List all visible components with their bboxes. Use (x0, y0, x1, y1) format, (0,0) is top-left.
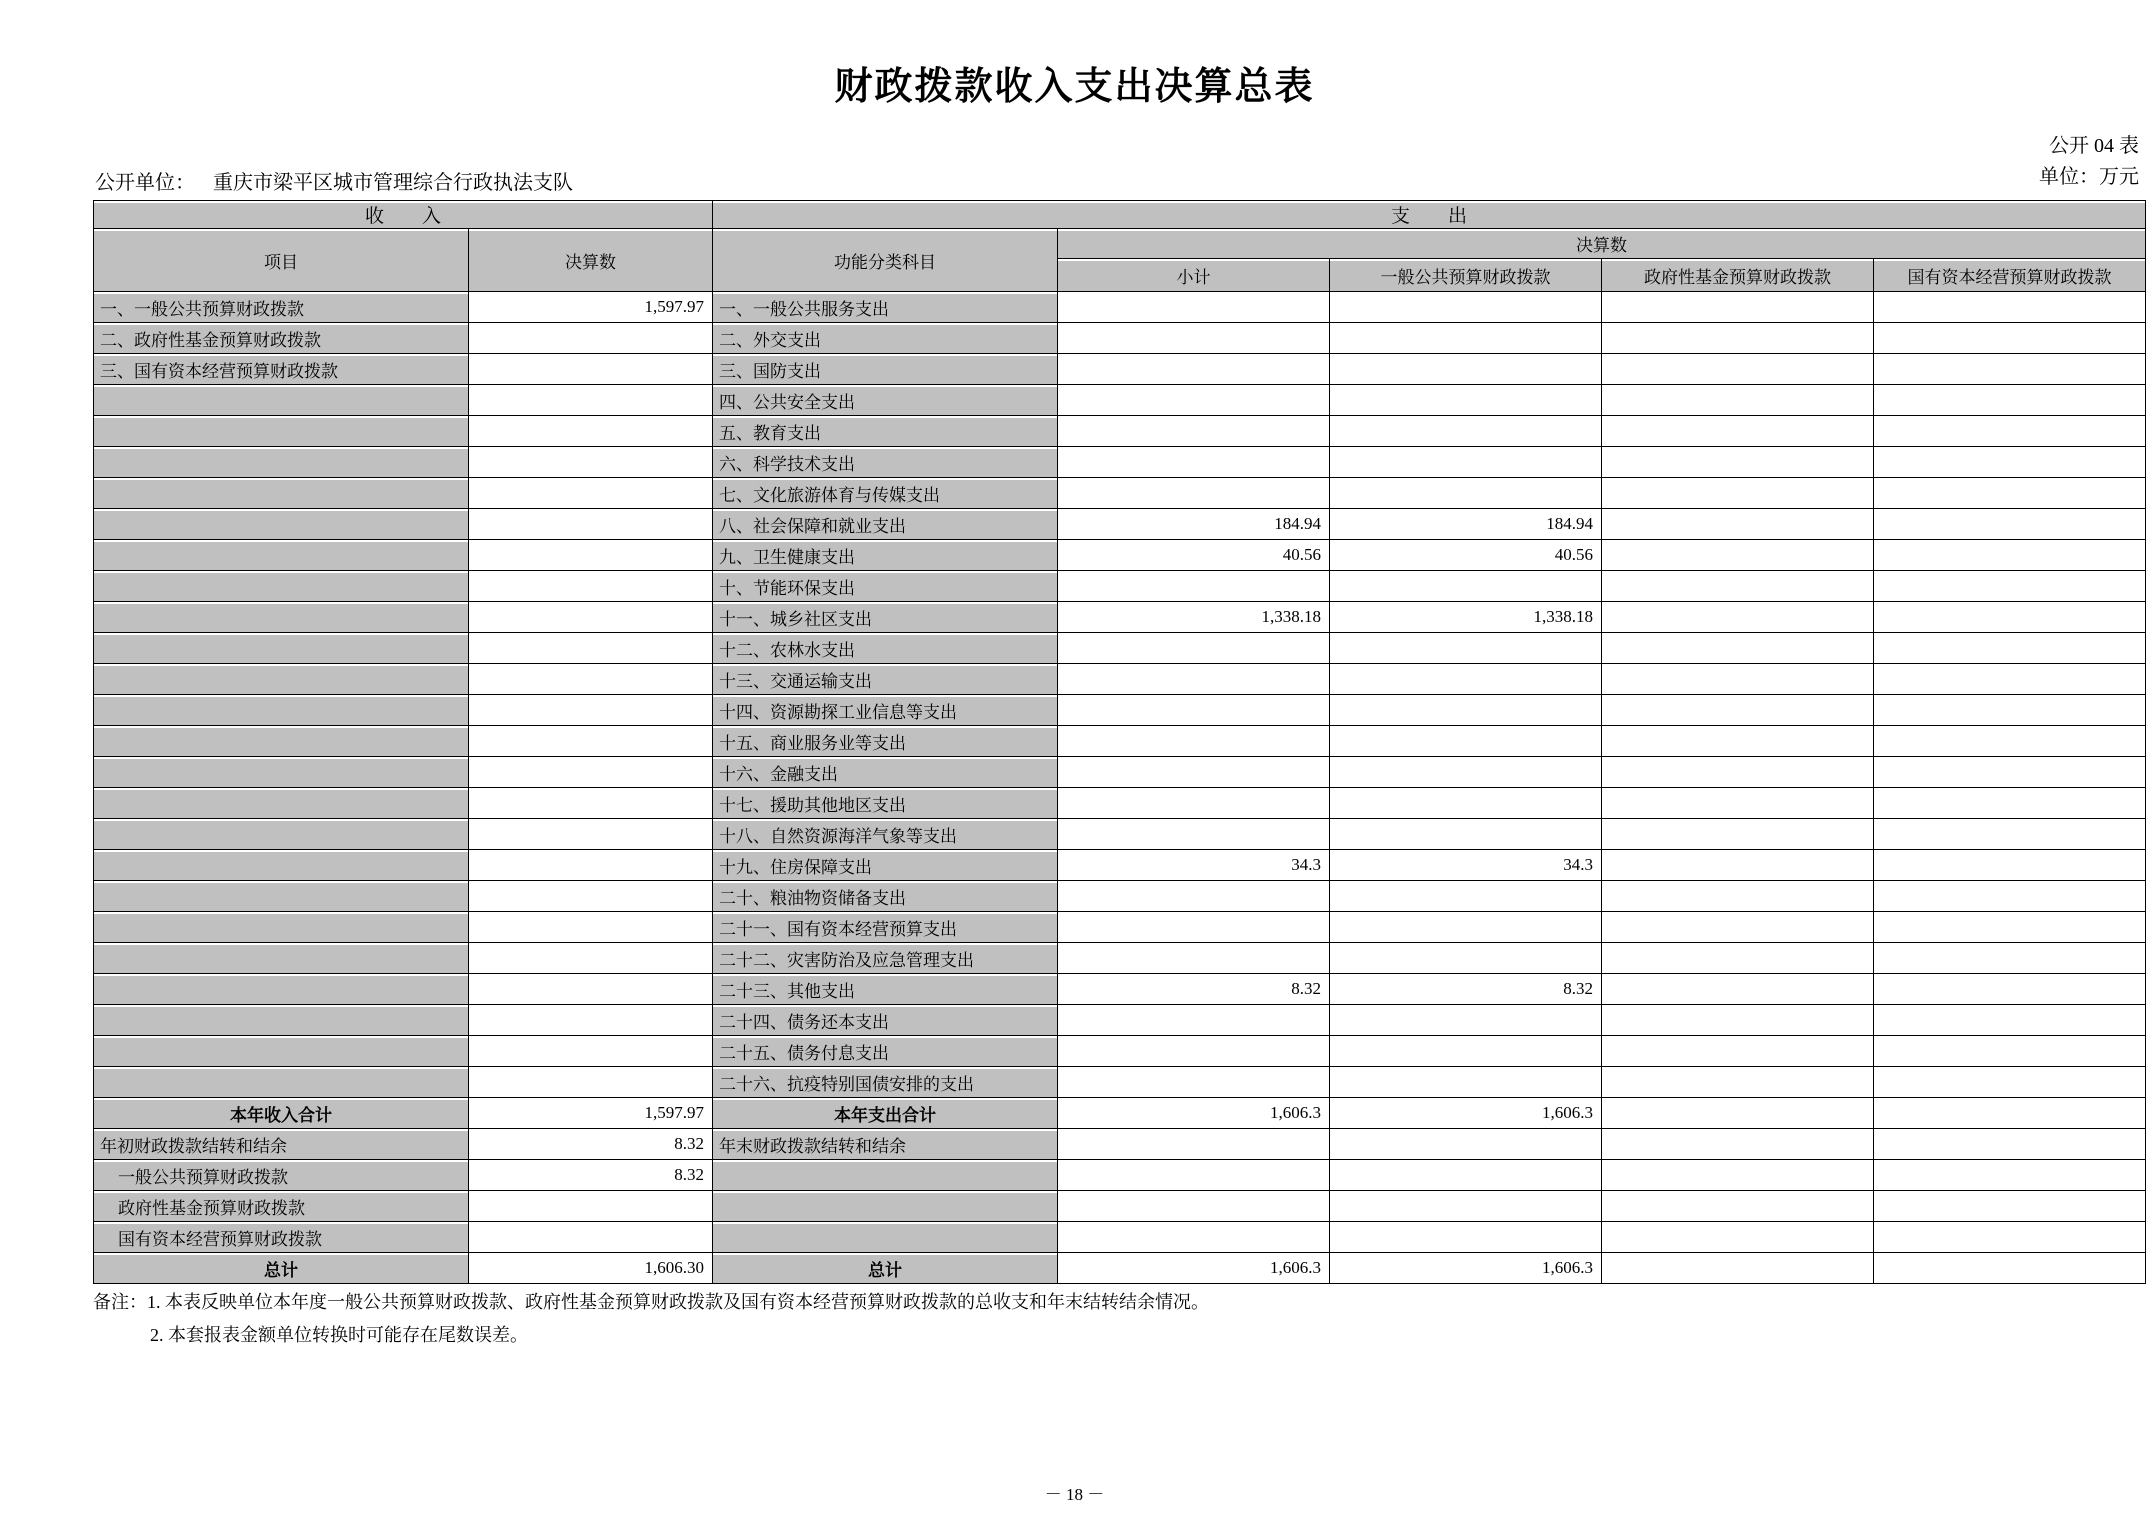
expense-gov-fund-cell (1602, 1005, 1874, 1036)
expense-state-capital-cell (1874, 509, 2146, 540)
expense-subtotal-cell: 184.94 (1058, 509, 1330, 540)
expense-state-capital-cell (1874, 478, 2146, 509)
expense-gov-fund-cell (1602, 695, 1874, 726)
expense-subtotal-cell (1058, 664, 1330, 695)
expense-item-cell: 八、社会保障和就业支出 (713, 509, 1058, 540)
table-row (94, 726, 2146, 757)
expense-state-capital-cell (1874, 1098, 2146, 1129)
table-row (94, 881, 2146, 912)
expense-general-budget-cell (1330, 912, 1602, 943)
income-amount-cell (469, 912, 713, 943)
table-row (94, 850, 2146, 881)
section-header-row (94, 201, 2146, 229)
expense-subtotal-cell: 1,606.3 (1058, 1253, 1330, 1284)
expense-state-capital-cell (1874, 881, 2146, 912)
expense-general-budget-cell: 8.32 (1330, 974, 1602, 1005)
income-item-cell (94, 1036, 469, 1067)
income-item-cell (94, 850, 469, 881)
expense-subtotal-cell (1058, 726, 1330, 757)
expense-state-capital-cell (1874, 757, 2146, 788)
column-header-row-1 (94, 229, 2146, 259)
expense-state-capital-cell (1874, 1160, 2146, 1191)
expense-item-cell: 十八、自然资源海洋气象等支出 (713, 819, 1058, 850)
expense-state-capital-cell (1874, 850, 2146, 881)
expense-general-budget-cell (1330, 323, 1602, 354)
publisher-line (95, 166, 573, 195)
table-row (94, 385, 2146, 416)
expense-general-budget-cell: 1,606.3 (1330, 1253, 1602, 1284)
table-code: 公开 04 表 (2049, 135, 2139, 157)
expense-general-budget-cell: 1,338.18 (1330, 602, 1602, 633)
expense-state-capital-cell (1874, 1036, 2146, 1067)
expense-gov-fund-cell (1602, 323, 1874, 354)
table-row (94, 1036, 2146, 1067)
publisher-label: 公开单位： (95, 172, 195, 194)
expense-state-capital-cell (1874, 633, 2146, 664)
income-amount-cell (469, 819, 713, 850)
income-amount-cell (469, 354, 713, 385)
table-row (94, 943, 2146, 974)
income-amount-cell: 1,597.97 (469, 1098, 713, 1129)
table-row (94, 1005, 2146, 1036)
expense-subtotal-cell (1058, 881, 1330, 912)
table-row (94, 323, 2146, 354)
expense-item-cell: 十六、金融支出 (713, 757, 1058, 788)
income-amount-cell (469, 323, 713, 354)
income-item-cell: 一、一般公共预算财政拨款 (94, 292, 469, 323)
expense-item-cell: 十七、援助其他地区支出 (713, 788, 1058, 819)
income-item-cell (94, 912, 469, 943)
expense-gov-fund-cell (1602, 881, 1874, 912)
table-row (94, 416, 2146, 447)
expense-gov-fund-cell (1602, 912, 1874, 943)
table-row (94, 664, 2146, 695)
expense-gov-fund-cell (1602, 1253, 1874, 1284)
expense-subtotal-cell: 8.32 (1058, 974, 1330, 1005)
income-amount-cell (469, 416, 713, 447)
footnote-1: 备注：1. 本表反映单位本年度一般公共预算财政拨款、政府性基金预算财政拨款及国有资本经营预算财政拨款的总收支和年末结转结余情况。 (93, 1292, 1209, 1312)
expense-general-budget-cell (1330, 478, 1602, 509)
expense-item-cell: 二十六、抗疫特别国债安排的支出 (713, 1067, 1058, 1098)
table-row (94, 633, 2146, 664)
income-item-cell (94, 571, 469, 602)
expense-subtotal-cell (1058, 1036, 1330, 1067)
expense-item-cell: 七、文化旅游体育与传媒支出 (713, 478, 1058, 509)
page-title: 财政拨款收入支出决算总表 (834, 66, 1315, 108)
expense-general-budget-cell (1330, 416, 1602, 447)
table-row (94, 292, 2146, 323)
income-amount-cell (469, 974, 713, 1005)
income-amount-cell: 1,597.97 (469, 292, 713, 323)
expense-subtotal-cell (1058, 819, 1330, 850)
expense-gov-fund-cell (1602, 1160, 1874, 1191)
income-item-cell: 年初财政拨款结转和结余 (94, 1129, 469, 1160)
income-amount-cell (469, 788, 713, 819)
income-amount-cell (469, 943, 713, 974)
income-item-cell: 总计 (94, 1253, 469, 1284)
col-header-item: 项目 (94, 229, 469, 292)
expense-general-budget-cell (1330, 292, 1602, 323)
publisher-name: 重庆市梁平区城市管理综合行政执法支队 (213, 172, 573, 194)
expense-general-budget-cell (1330, 1222, 1602, 1253)
expense-general-budget-cell (1330, 881, 1602, 912)
expense-state-capital-cell (1874, 416, 2146, 447)
expense-subtotal-cell (1058, 385, 1330, 416)
footnotes (93, 1286, 1209, 1352)
income-amount-cell (469, 447, 713, 478)
income-item-cell: 政府性基金预算财政拨款 (94, 1191, 469, 1222)
unit-label: 单位：万元 (2039, 166, 2139, 188)
expense-subtotal-cell (1058, 788, 1330, 819)
income-amount-cell (469, 664, 713, 695)
expense-subtotal-cell (1058, 943, 1330, 974)
expense-gov-fund-cell (1602, 1222, 1874, 1253)
expense-general-budget-cell: 34.3 (1330, 850, 1602, 881)
expense-subtotal-cell (1058, 695, 1330, 726)
fiscal-table (93, 200, 2146, 1284)
expense-gov-fund-cell (1602, 1191, 1874, 1222)
expense-gov-fund-cell (1602, 602, 1874, 633)
table-row (94, 974, 2146, 1005)
expense-gov-fund-cell (1602, 447, 1874, 478)
expense-gov-fund-cell (1602, 788, 1874, 819)
expense-subtotal-cell (1058, 354, 1330, 385)
expense-gov-fund-cell (1602, 416, 1874, 447)
expense-subtotal-cell (1058, 1160, 1330, 1191)
table-row (94, 1098, 2146, 1129)
expense-general-budget-cell (1330, 447, 1602, 478)
expense-gov-fund-cell (1602, 354, 1874, 385)
income-amount-cell: 8.32 (469, 1129, 713, 1160)
expense-item-cell: 二十四、债务还本支出 (713, 1005, 1058, 1036)
income-item-cell (94, 881, 469, 912)
expense-section-header: 支 出 (713, 201, 2146, 229)
table-row (94, 447, 2146, 478)
income-amount-cell (469, 1191, 713, 1222)
income-amount-cell (469, 571, 713, 602)
table-row (94, 1067, 2146, 1098)
income-amount-cell (469, 881, 713, 912)
expense-item-cell: 五、教育支出 (713, 416, 1058, 447)
income-amount-cell (469, 1222, 713, 1253)
expense-general-budget-cell (1330, 819, 1602, 850)
table-row (94, 478, 2146, 509)
income-amount-cell (469, 726, 713, 757)
income-amount-cell (469, 478, 713, 509)
expense-item-cell (713, 1222, 1058, 1253)
col-header-amount: 决算数 (469, 229, 713, 292)
income-item-cell (94, 1067, 469, 1098)
expense-item-cell: 十、节能环保支出 (713, 571, 1058, 602)
expense-subtotal-cell (1058, 912, 1330, 943)
expense-gov-fund-cell (1602, 292, 1874, 323)
income-item-cell (94, 695, 469, 726)
income-item-cell (94, 788, 469, 819)
expense-gov-fund-cell (1602, 633, 1874, 664)
income-item-cell (94, 974, 469, 1005)
expense-subtotal-cell (1058, 447, 1330, 478)
expense-subtotal-cell (1058, 571, 1330, 602)
expense-general-budget-cell (1330, 788, 1602, 819)
expense-item-cell: 四、公共安全支出 (713, 385, 1058, 416)
expense-gov-fund-cell (1602, 850, 1874, 881)
expense-state-capital-cell (1874, 726, 2146, 757)
expense-subtotal-cell (1058, 757, 1330, 788)
income-item-cell (94, 416, 469, 447)
expense-subtotal-cell (1058, 1005, 1330, 1036)
expense-item-cell: 本年支出合计 (713, 1098, 1058, 1129)
expense-gov-fund-cell (1602, 478, 1874, 509)
table-row (94, 1222, 2146, 1253)
expense-subtotal-cell: 1,338.18 (1058, 602, 1330, 633)
expense-state-capital-cell (1874, 695, 2146, 726)
footnote-2: 2. 本套报表金额单位转换时可能存在尾数误差。 (150, 1325, 528, 1345)
income-item-cell (94, 757, 469, 788)
income-item-cell (94, 478, 469, 509)
col-header-amount-group: 决算数 (1058, 229, 2146, 259)
expense-item-cell: 十四、资源勘探工业信息等支出 (713, 695, 1058, 726)
income-item-cell (94, 602, 469, 633)
col-header-subtotal: 小计 (1058, 259, 1330, 292)
expense-state-capital-cell (1874, 974, 2146, 1005)
expense-item-cell: 年末财政拨款结转和结余 (713, 1129, 1058, 1160)
expense-state-capital-cell (1874, 1067, 2146, 1098)
expense-item-cell: 十九、住房保障支出 (713, 850, 1058, 881)
income-amount-cell (469, 633, 713, 664)
income-item-cell (94, 540, 469, 571)
expense-gov-fund-cell (1602, 974, 1874, 1005)
expense-gov-fund-cell (1602, 819, 1874, 850)
expense-item-cell: 三、国防支出 (713, 354, 1058, 385)
table-row (94, 602, 2146, 633)
expense-gov-fund-cell (1602, 757, 1874, 788)
income-amount-cell: 1,606.30 (469, 1253, 713, 1284)
expense-item-cell: 二十一、国有资本经营预算支出 (713, 912, 1058, 943)
income-item-cell (94, 509, 469, 540)
expense-item-cell: 十二、农林水支出 (713, 633, 1058, 664)
expense-state-capital-cell (1874, 664, 2146, 695)
income-item-cell: 国有资本经营预算财政拨款 (94, 1222, 469, 1253)
expense-item-cell: 二十、粮油物资储备支出 (713, 881, 1058, 912)
expense-item-cell: 十三、交通运输支出 (713, 664, 1058, 695)
table-row (94, 1191, 2146, 1222)
expense-general-budget-cell (1330, 1160, 1602, 1191)
expense-item-cell (713, 1191, 1058, 1222)
expense-gov-fund-cell (1602, 726, 1874, 757)
expense-subtotal-cell (1058, 416, 1330, 447)
expense-state-capital-cell (1874, 912, 2146, 943)
expense-state-capital-cell (1874, 788, 2146, 819)
income-amount-cell (469, 757, 713, 788)
expense-item-cell: 二十二、灾害防治及应急管理支出 (713, 943, 1058, 974)
expense-subtotal-cell (1058, 1191, 1330, 1222)
income-amount-cell (469, 385, 713, 416)
expense-subtotal-cell (1058, 1129, 1330, 1160)
expense-item-cell: 六、科学技术支出 (713, 447, 1058, 478)
income-amount-cell (469, 1005, 713, 1036)
income-item-cell (94, 633, 469, 664)
income-item-cell (94, 385, 469, 416)
expense-state-capital-cell (1874, 540, 2146, 571)
expense-item-cell: 一、一般公共服务支出 (713, 292, 1058, 323)
table-row (94, 1160, 2146, 1191)
table-meta (2039, 131, 2139, 193)
expense-state-capital-cell (1874, 447, 2146, 478)
expense-general-budget-cell: 184.94 (1330, 509, 1602, 540)
expense-subtotal-cell (1058, 1222, 1330, 1253)
expense-item-cell: 十五、商业服务业等支出 (713, 726, 1058, 757)
expense-state-capital-cell (1874, 323, 2146, 354)
expense-subtotal-cell: 34.3 (1058, 850, 1330, 881)
expense-state-capital-cell (1874, 385, 2146, 416)
expense-gov-fund-cell (1602, 1036, 1874, 1067)
expense-subtotal-cell (1058, 292, 1330, 323)
income-item-cell: 一般公共预算财政拨款 (94, 1160, 469, 1191)
expense-item-cell: 二十三、其他支出 (713, 974, 1058, 1005)
expense-general-budget-cell (1330, 385, 1602, 416)
income-item-cell (94, 1005, 469, 1036)
expense-general-budget-cell (1330, 354, 1602, 385)
expense-item-cell (713, 1160, 1058, 1191)
table-row (94, 354, 2146, 385)
income-amount-cell (469, 509, 713, 540)
expense-item-cell: 十一、城乡社区支出 (713, 602, 1058, 633)
expense-subtotal-cell (1058, 323, 1330, 354)
income-item-cell (94, 943, 469, 974)
expense-subtotal-cell (1058, 633, 1330, 664)
table-row (94, 912, 2146, 943)
table-row (94, 757, 2146, 788)
expense-state-capital-cell (1874, 1191, 2146, 1222)
expense-general-budget-cell: 1,606.3 (1330, 1098, 1602, 1129)
income-amount-cell (469, 695, 713, 726)
expense-general-budget-cell (1330, 695, 1602, 726)
expense-subtotal-cell (1058, 478, 1330, 509)
income-item-cell (94, 819, 469, 850)
table-row (94, 571, 2146, 602)
expense-general-budget-cell (1330, 571, 1602, 602)
expense-general-budget-cell (1330, 1191, 1602, 1222)
expense-state-capital-cell (1874, 292, 2146, 323)
income-amount-cell: 8.32 (469, 1160, 713, 1191)
expense-gov-fund-cell (1602, 540, 1874, 571)
income-item-cell: 三、国有资本经营预算财政拨款 (94, 354, 469, 385)
expense-general-budget-cell (1330, 1036, 1602, 1067)
expense-item-cell: 二十五、债务付息支出 (713, 1036, 1058, 1067)
expense-gov-fund-cell (1602, 509, 1874, 540)
income-item-cell (94, 447, 469, 478)
expense-subtotal-cell: 40.56 (1058, 540, 1330, 571)
expense-state-capital-cell (1874, 571, 2146, 602)
expense-gov-fund-cell (1602, 1129, 1874, 1160)
table-row (94, 819, 2146, 850)
expense-item-cell: 九、卫生健康支出 (713, 540, 1058, 571)
table-row (94, 1253, 2146, 1284)
table-row (94, 788, 2146, 819)
income-amount-cell (469, 602, 713, 633)
col-header-general-budget: 一般公共预算财政拨款 (1330, 259, 1602, 292)
income-amount-cell (469, 1036, 713, 1067)
col-header-state-capital-budget: 国有资本经营预算财政拨款 (1874, 259, 2146, 292)
expense-item-cell: 二、外交支出 (713, 323, 1058, 354)
expense-state-capital-cell (1874, 943, 2146, 974)
income-amount-cell (469, 540, 713, 571)
col-header-function: 功能分类科目 (713, 229, 1058, 292)
col-header-gov-fund-budget: 政府性基金预算财政拨款 (1602, 259, 1874, 292)
expense-state-capital-cell (1874, 819, 2146, 850)
expense-state-capital-cell (1874, 1253, 2146, 1284)
expense-general-budget-cell: 40.56 (1330, 540, 1602, 571)
expense-state-capital-cell (1874, 1129, 2146, 1160)
expense-subtotal-cell: 1,606.3 (1058, 1098, 1330, 1129)
expense-item-cell: 总计 (713, 1253, 1058, 1284)
expense-state-capital-cell (1874, 1222, 2146, 1253)
expense-gov-fund-cell (1602, 1067, 1874, 1098)
table-body (94, 292, 2146, 1284)
income-section-header: 收 入 (94, 201, 713, 229)
expense-general-budget-cell (1330, 664, 1602, 695)
income-item-cell (94, 664, 469, 695)
table-row (94, 509, 2146, 540)
income-item-cell (94, 726, 469, 757)
page-number: － 18 － (1044, 1485, 1105, 1504)
income-amount-cell (469, 850, 713, 881)
table-row (94, 695, 2146, 726)
expense-subtotal-cell (1058, 1067, 1330, 1098)
table-row (94, 540, 2146, 571)
expense-gov-fund-cell (1602, 385, 1874, 416)
income-item-cell: 二、政府性基金预算财政拨款 (94, 323, 469, 354)
expense-general-budget-cell (1330, 757, 1602, 788)
expense-general-budget-cell (1330, 633, 1602, 664)
expense-gov-fund-cell (1602, 571, 1874, 602)
expense-general-budget-cell (1330, 726, 1602, 757)
expense-general-budget-cell (1330, 1005, 1602, 1036)
income-item-cell: 本年收入合计 (94, 1098, 469, 1129)
expense-general-budget-cell (1330, 1067, 1602, 1098)
expense-state-capital-cell (1874, 602, 2146, 633)
table-row (94, 1129, 2146, 1160)
expense-general-budget-cell (1330, 1129, 1602, 1160)
expense-gov-fund-cell (1602, 664, 1874, 695)
expense-general-budget-cell (1330, 943, 1602, 974)
expense-gov-fund-cell (1602, 943, 1874, 974)
income-amount-cell (469, 1067, 713, 1098)
expense-gov-fund-cell (1602, 1098, 1874, 1129)
expense-state-capital-cell (1874, 1005, 2146, 1036)
expense-state-capital-cell (1874, 354, 2146, 385)
